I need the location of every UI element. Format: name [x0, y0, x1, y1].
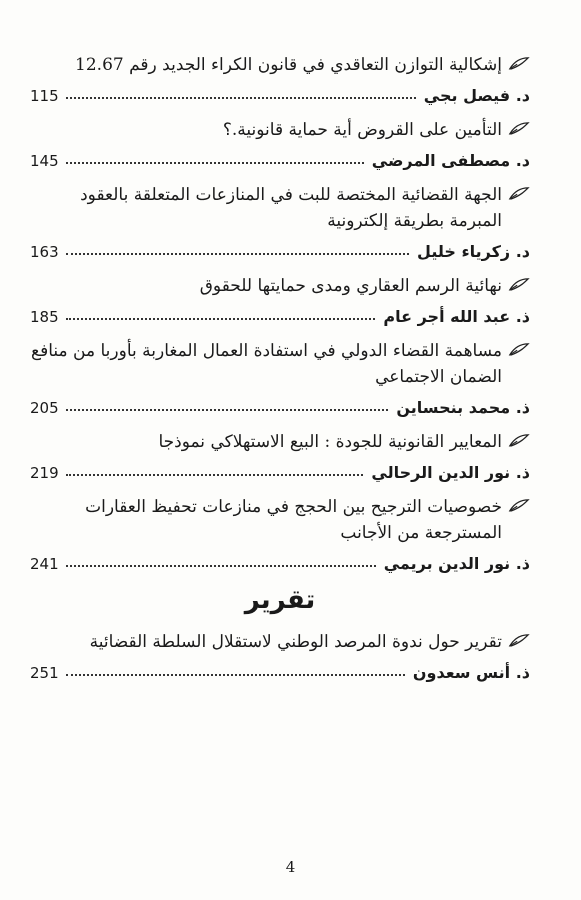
entry-author: ذ. نور الدين بريمي — [383, 554, 530, 573]
entry-title: التأمين على القروض أية حماية قانونية.؟ — [222, 120, 502, 140]
toc-entry — [30, 429, 530, 482]
entry-author: ذ. عبد الله أجر عام — [383, 307, 530, 326]
dot-leader — [66, 96, 416, 99]
dot-leader — [66, 252, 409, 255]
quill-pen-icon — [508, 277, 530, 292]
quill-pen-icon — [508, 56, 530, 71]
entry-author: د. فيصل بجي — [423, 86, 530, 105]
dot-leader — [66, 161, 364, 164]
table-of-contents — [30, 52, 530, 694]
toc-entry — [30, 629, 530, 682]
toc-entry — [30, 52, 530, 105]
entry-title: خصوصيات الترجيح بين الحجج في منازعات تحفيظ العقارات المسترجعة من الأجانب — [85, 497, 502, 543]
dot-leader — [66, 473, 363, 476]
dot-leader — [66, 673, 405, 676]
toc-entry — [30, 117, 530, 170]
entry-page: 251 — [30, 664, 59, 682]
quill-pen-icon — [508, 342, 530, 357]
entry-author: ذ. محمد بنحساين — [396, 398, 530, 417]
entry-author: د. زكرياء خليل — [417, 242, 530, 261]
entry-author: د. مصطفى المرضي — [371, 151, 530, 170]
entry-page: 145 — [30, 152, 59, 170]
entry-page: 205 — [30, 399, 59, 417]
page-number: 4 — [285, 858, 296, 876]
quill-pen-icon — [508, 186, 530, 201]
entry-title: المعايير القانونية للجودة : البيع الاستهلاكي نموذجا — [158, 432, 502, 452]
entry-title: إشكالية التوازن التعاقدي في قانون الكراء الجديد رقم 12.67 — [75, 55, 502, 75]
toc-entry — [30, 494, 530, 573]
toc-entry — [30, 273, 530, 326]
entry-title: تقرير حول ندوة المرصد الوطني لاستقلال السلطة القضائية — [89, 632, 502, 652]
entry-title: الجهة القضائية المختصة للبت في المنازعات المتعلقة بالعقود المبرمة بطريقة إلكترونية — [80, 185, 502, 231]
entry-author: ذ. أنس سعدون — [412, 663, 530, 682]
toc-entry — [30, 338, 530, 417]
dot-leader — [66, 317, 375, 320]
section-heading: تقرير — [244, 585, 316, 615]
quill-pen-icon — [508, 498, 530, 513]
toc-entry — [30, 182, 530, 261]
entry-page: 163 — [30, 243, 59, 261]
entry-title: نهائية الرسم العقاري ومدى حمايتها للحقوق — [199, 276, 502, 296]
dot-leader — [66, 564, 376, 567]
entry-title: مساهمة القضاء الدولي في استفادة العمال المغاربة بأوربا من منافع الضمان الاجتماعي — [31, 341, 502, 387]
entry-page: 219 — [30, 464, 59, 482]
quill-pen-icon — [508, 433, 530, 448]
entry-page: 115 — [30, 87, 59, 105]
dot-leader — [66, 408, 388, 411]
quill-pen-icon — [508, 633, 530, 648]
entry-author: ذ. نور الدين الرحالي — [371, 463, 530, 482]
entry-page: 241 — [30, 555, 59, 573]
entry-page: 185 — [30, 308, 59, 326]
quill-pen-icon — [508, 121, 530, 136]
